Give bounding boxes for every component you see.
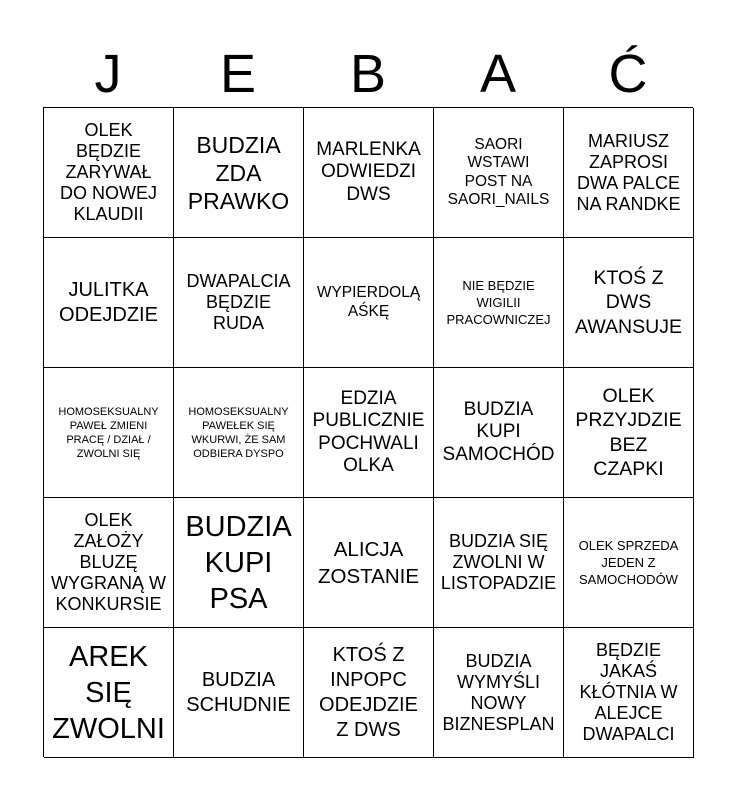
bingo-cell[interactable] xyxy=(174,628,304,758)
cell-text: NIE BĘDZIE WIGILII PRACOWNICZEJ xyxy=(446,278,551,327)
bingo-header xyxy=(43,40,693,108)
cell-text: HOMOSEKSUALNY PAWEŁEK SIĘ WKURWI, ŻE SAM ODBIERA DYSPO xyxy=(188,405,289,460)
bingo-cell[interactable] xyxy=(304,628,434,758)
bingo-cell[interactable] xyxy=(44,498,174,628)
bingo-cell[interactable] xyxy=(564,368,694,498)
header-letter-e: E xyxy=(219,44,257,104)
bingo-cell[interactable] xyxy=(564,628,694,758)
bingo-cell[interactable] xyxy=(434,628,564,758)
bingo-cell[interactable] xyxy=(564,238,694,368)
cell-text: KTOŚ Z DWS AWANSUJE xyxy=(575,266,682,338)
cell-text: MARIUSZ ZAPROSI DWA PALCE NA RANDKE xyxy=(576,130,681,214)
cell-text: DWAPALCIA BĘDZIE RUDA xyxy=(186,271,291,333)
cell-text: BĘDZIE JAKAŚ KŁÓTNIA W ALEJCE DWAPALCI xyxy=(579,640,678,744)
bingo-cell[interactable] xyxy=(434,238,564,368)
cell-text: OLEK BĘDZIE ZARYWAŁ DO NOWEJ KLAUDII xyxy=(60,120,157,224)
header-letter-c-acute: Ć xyxy=(608,44,648,104)
cell-text: BUDZIA SIĘ ZWOLNI W LISTOPADZIE xyxy=(440,531,557,593)
cell-text: HOMOSEKSUALNY PAWEŁ ZMIENI PRACĘ / DZIAŁ / ZWOLNI SIĘ xyxy=(58,405,159,460)
cell-text: KTOŚ Z INPOPC ODEJDZIE Z DWS xyxy=(319,643,418,741)
bingo-cell[interactable] xyxy=(174,108,304,238)
bingo-cell[interactable] xyxy=(44,238,174,368)
cell-text: SAORI WSTAWI POST NA SAORI_NAILS xyxy=(447,135,550,208)
bingo-cell[interactable] xyxy=(44,628,174,758)
cell-text: BUDZIA WYMYŚLI NOWY BIZNESPLAN xyxy=(442,650,555,734)
cell-text: EDZIA PUBLICZNIE POCHWALI OLKA xyxy=(312,387,425,476)
bingo-cell[interactable] xyxy=(304,238,434,368)
cell-text: BUDZIA KUPI PSA xyxy=(185,510,292,615)
cell-text: AREK SIĘ ZWOLNI xyxy=(52,640,165,745)
bingo-cell[interactable] xyxy=(174,238,304,368)
cell-text: JULITKA ODEJDZIE xyxy=(59,278,158,326)
cell-text: OLEK PRZYJDZIE BEZ CZAPKI xyxy=(575,384,682,480)
bingo-cell[interactable] xyxy=(564,498,694,628)
bingo-cell[interactable] xyxy=(44,368,174,498)
cell-text: OLEK ZAŁOŻY BLUZĘ WYGRANĄ W KONKURSIE xyxy=(51,510,166,614)
cell-text: MARLENKA ODWIEDZI DWS xyxy=(316,138,421,205)
bingo-cell[interactable] xyxy=(434,498,564,628)
cell-text: BUDZIA SCHUDNIE xyxy=(186,668,291,716)
bingo-cell[interactable] xyxy=(304,368,434,498)
cell-text: BUDZIA KUPI SAMOCHÓD xyxy=(442,398,555,465)
bingo-cell[interactable] xyxy=(44,108,174,238)
cell-text: BUDZIA ZDA PRAWKO xyxy=(187,131,290,214)
bingo-cell[interactable] xyxy=(304,498,434,628)
bingo-cell[interactable] xyxy=(304,108,434,238)
bingo-cell[interactable] xyxy=(564,108,694,238)
bingo-cell[interactable] xyxy=(174,498,304,628)
bingo-cell[interactable] xyxy=(174,368,304,498)
bingo-cell[interactable] xyxy=(434,108,564,238)
cell-text: OLEK SPRZEDA JEDEN Z SAMOCHODÓW xyxy=(578,538,679,587)
header-letter-b: B xyxy=(349,44,387,104)
cell-text: WYPIERDOLĄ AŚKĘ xyxy=(316,284,421,320)
header-letter-j: J xyxy=(94,44,122,104)
bingo-cell[interactable] xyxy=(434,368,564,498)
bingo-grid xyxy=(43,107,693,757)
header-letter-a: A xyxy=(479,44,517,104)
cell-text: ALICJA ZOSTANIE xyxy=(318,537,419,588)
